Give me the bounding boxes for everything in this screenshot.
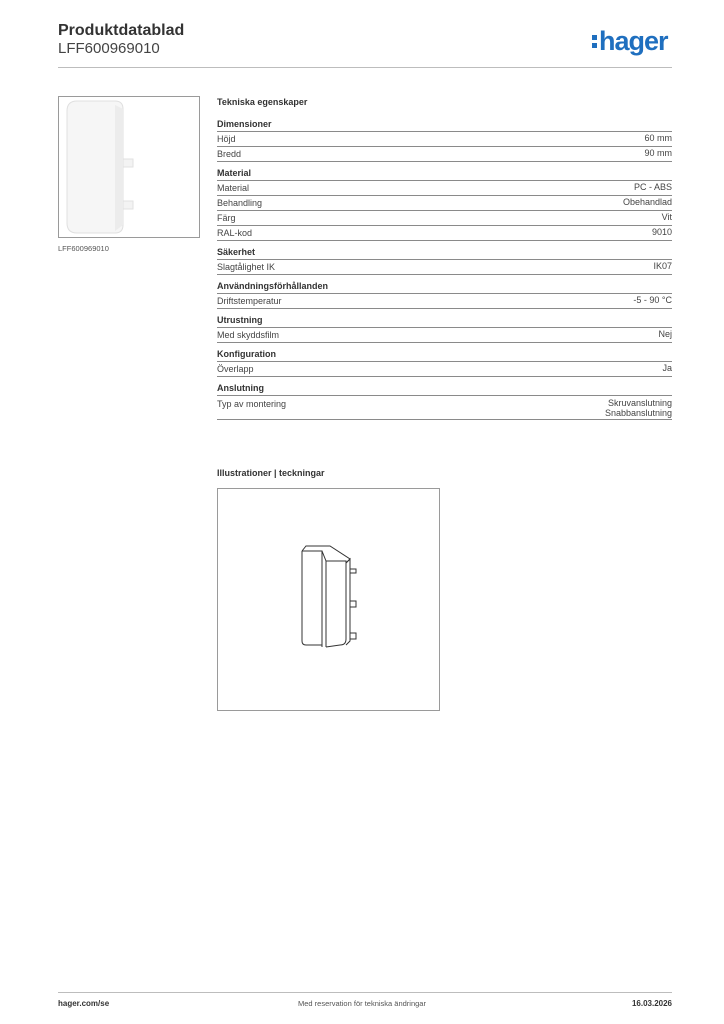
hager-logo <box>592 26 668 57</box>
property-value-text: PC - ABS <box>633 182 672 192</box>
header-divider <box>58 67 672 68</box>
property-label: Höjd <box>217 134 236 144</box>
property-value-text: IK07 <box>653 261 672 271</box>
property-value <box>644 148 672 161</box>
illustration-drawing <box>217 488 440 711</box>
property-row <box>217 147 672 162</box>
property-value <box>662 363 672 376</box>
end-cap-drawing-icon <box>218 489 439 710</box>
property-group-title: Säkerhet <box>217 247 672 260</box>
property-value <box>605 398 672 418</box>
property-group <box>217 349 672 377</box>
property-value <box>652 227 672 240</box>
property-row <box>217 294 672 309</box>
property-value-text: -5 - 90 °C <box>633 295 672 305</box>
property-group <box>217 119 672 162</box>
property-label: Överlapp <box>217 364 254 374</box>
property-value <box>644 133 672 146</box>
product-image-caption: LFF600969010 <box>58 244 109 253</box>
footer-divider <box>58 992 672 993</box>
property-value-text: 90 mm <box>644 148 672 158</box>
product-code: LFF600969010 <box>58 40 160 57</box>
property-group <box>217 247 672 275</box>
property-label: Behandling <box>217 198 263 208</box>
property-row <box>217 132 672 147</box>
property-value <box>653 261 672 274</box>
property-group-title: Anslutning <box>217 383 672 396</box>
end-cap-photo-icon <box>59 97 199 237</box>
property-row <box>217 260 672 275</box>
property-group-title: Utrustning <box>217 315 672 328</box>
logo-dots-icon <box>592 35 597 48</box>
illustrations-title: Illustrationer | teckningar <box>217 468 325 478</box>
property-group-title: Material <box>217 168 672 181</box>
property-value <box>662 212 672 225</box>
property-group <box>217 168 672 241</box>
property-value-text: Skruvanslutning <box>607 398 672 408</box>
property-group-title: Dimensioner <box>217 119 672 132</box>
property-value <box>623 197 672 210</box>
property-value-text: Obehandlad <box>622 197 672 207</box>
property-label: Färg <box>217 213 236 223</box>
property-group-title: Användningsförhållanden <box>217 281 672 294</box>
property-value-text: Nej <box>658 329 672 339</box>
product-image <box>58 96 200 238</box>
property-value-text: Ja <box>662 363 672 373</box>
property-value <box>633 295 672 308</box>
property-label: Typ av montering <box>217 399 287 409</box>
property-row <box>217 226 672 241</box>
logo-text: hager <box>599 26 668 56</box>
footer-website: hager.com/se <box>58 999 110 1008</box>
property-value-text: Vit <box>661 212 672 222</box>
property-label: Slagtålighet IK <box>217 262 276 272</box>
footer-disclaimer: Med reservation för tekniska ändringar <box>298 999 426 1008</box>
property-row <box>217 328 672 343</box>
property-row <box>217 396 672 420</box>
property-group <box>217 383 672 420</box>
property-row <box>217 362 672 377</box>
property-label: Bredd <box>217 149 242 159</box>
property-value <box>634 182 672 195</box>
property-group <box>217 315 672 343</box>
properties-title: Tekniska egenskaper <box>217 97 308 107</box>
property-groups <box>217 119 672 420</box>
technical-properties <box>217 97 672 420</box>
property-group-title: Konfiguration <box>217 349 672 362</box>
property-label: Driftstemperatur <box>217 296 282 306</box>
property-group <box>217 281 672 309</box>
document-title: Produktdatablad <box>58 22 185 39</box>
property-label: RAL-kod <box>217 228 253 238</box>
property-value-text: Snabbanslutning <box>604 408 672 418</box>
property-value <box>658 329 672 342</box>
property-row <box>217 211 672 226</box>
property-label: Med skyddsfilm <box>217 330 280 340</box>
property-value-text: 60 mm <box>644 133 672 143</box>
footer-date: 16.03.2026 <box>631 999 672 1008</box>
property-row <box>217 181 672 196</box>
property-label: Material <box>217 183 250 193</box>
property-value-text: 9010 <box>651 227 672 237</box>
property-row <box>217 196 672 211</box>
